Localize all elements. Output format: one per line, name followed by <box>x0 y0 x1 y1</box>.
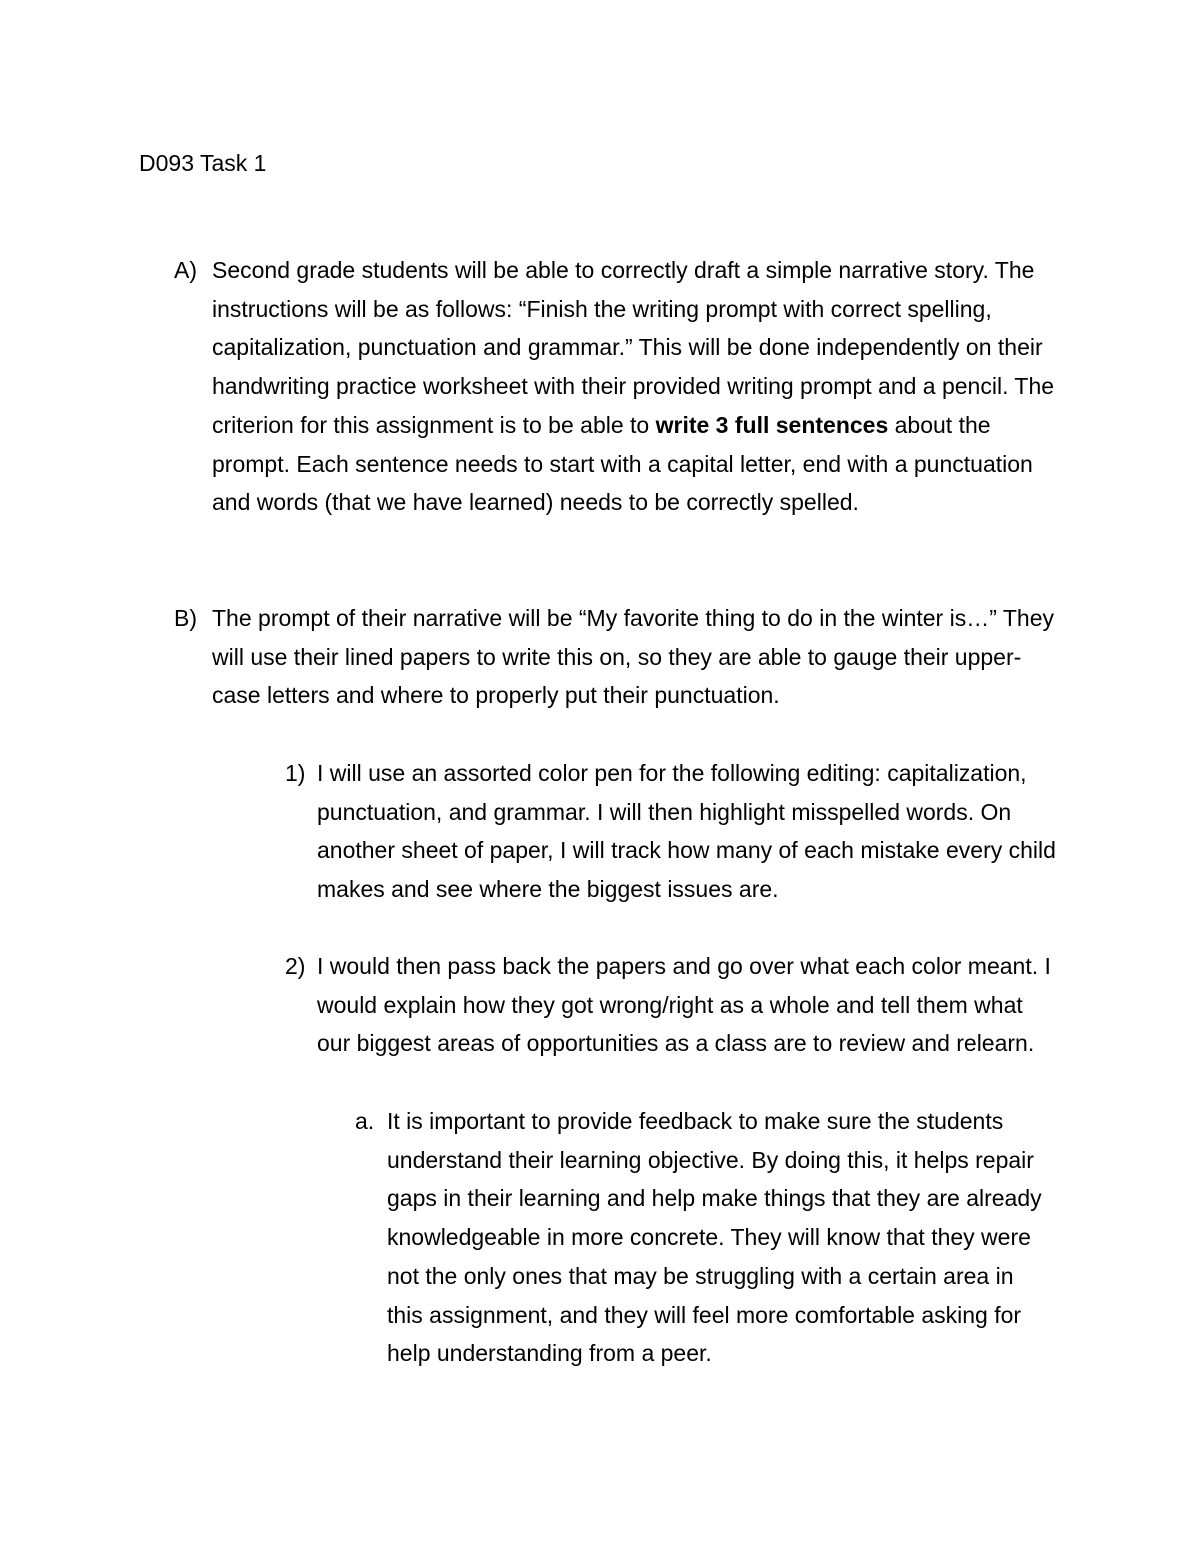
list-marker: 1) <box>285 760 306 786</box>
text-run: Second grade students will be able to correctly draft a simple narrative story. The instructions will be as follows: “Finish the writing prompt with correct spelling, capitalization, punctuation and grammar.” This will be done independently on their handwriting practice worksheet with their provided writing prompt and a pencil. The criterion for this assignment is to be able to <box>212 257 1055 438</box>
list-item-text: The prompt of their narrative will be “My favorite thing to do in the winter is…” They will use their lined papers to write this on, so they are able to gauge their upper-case letters and where to properly put their punctuation. <box>212 605 1054 709</box>
list-marker: A) <box>174 257 197 283</box>
list-item-a <box>174 251 1062 522</box>
bold-text-run: write 3 full sentences <box>655 411 889 438</box>
list-marker: a. <box>355 1108 375 1134</box>
list-item-1 <box>285 754 1057 909</box>
list-item-text: It is important to provide feedback to make sure the students understand their learning objective. By doing this, it helps repair gaps in their learning and help make things that they are already knowledgeable in more concrete. They will know that they were not the only ones that may be struggling with a certain area in this assignment, and they will feel more comfortable asking for help understanding from a peer. <box>387 1108 1042 1367</box>
list-item-b <box>174 599 1062 715</box>
list-marker: B) <box>174 605 197 631</box>
list-item-text <box>212 251 1062 522</box>
list-item-text: I would then pass back the papers and go over what each color meant. I would explain how they got wrong/right as a whole and tell them what our biggest areas of opportunities as a class are to review and relearn. <box>317 953 1051 1057</box>
list-marker: 2) <box>285 953 306 979</box>
list-item-sub-a <box>355 1102 1055 1373</box>
document-title: D093 Task 1 <box>139 150 267 176</box>
text-run: about the prompt. Each sentence needs to start with a capital letter, end with a punctuation and words (that we have learned) needs to be correctly spelled. <box>212 411 1033 516</box>
list-item-text: I will use an assorted color pen for the following editing: capitalization, punctuation, and grammar. I will then highlight misspelled words. On another sheet of paper, I will track how many of each mistake every child makes and see where the biggest issues are. <box>317 760 1056 903</box>
list-item-2 <box>285 947 1057 1063</box>
